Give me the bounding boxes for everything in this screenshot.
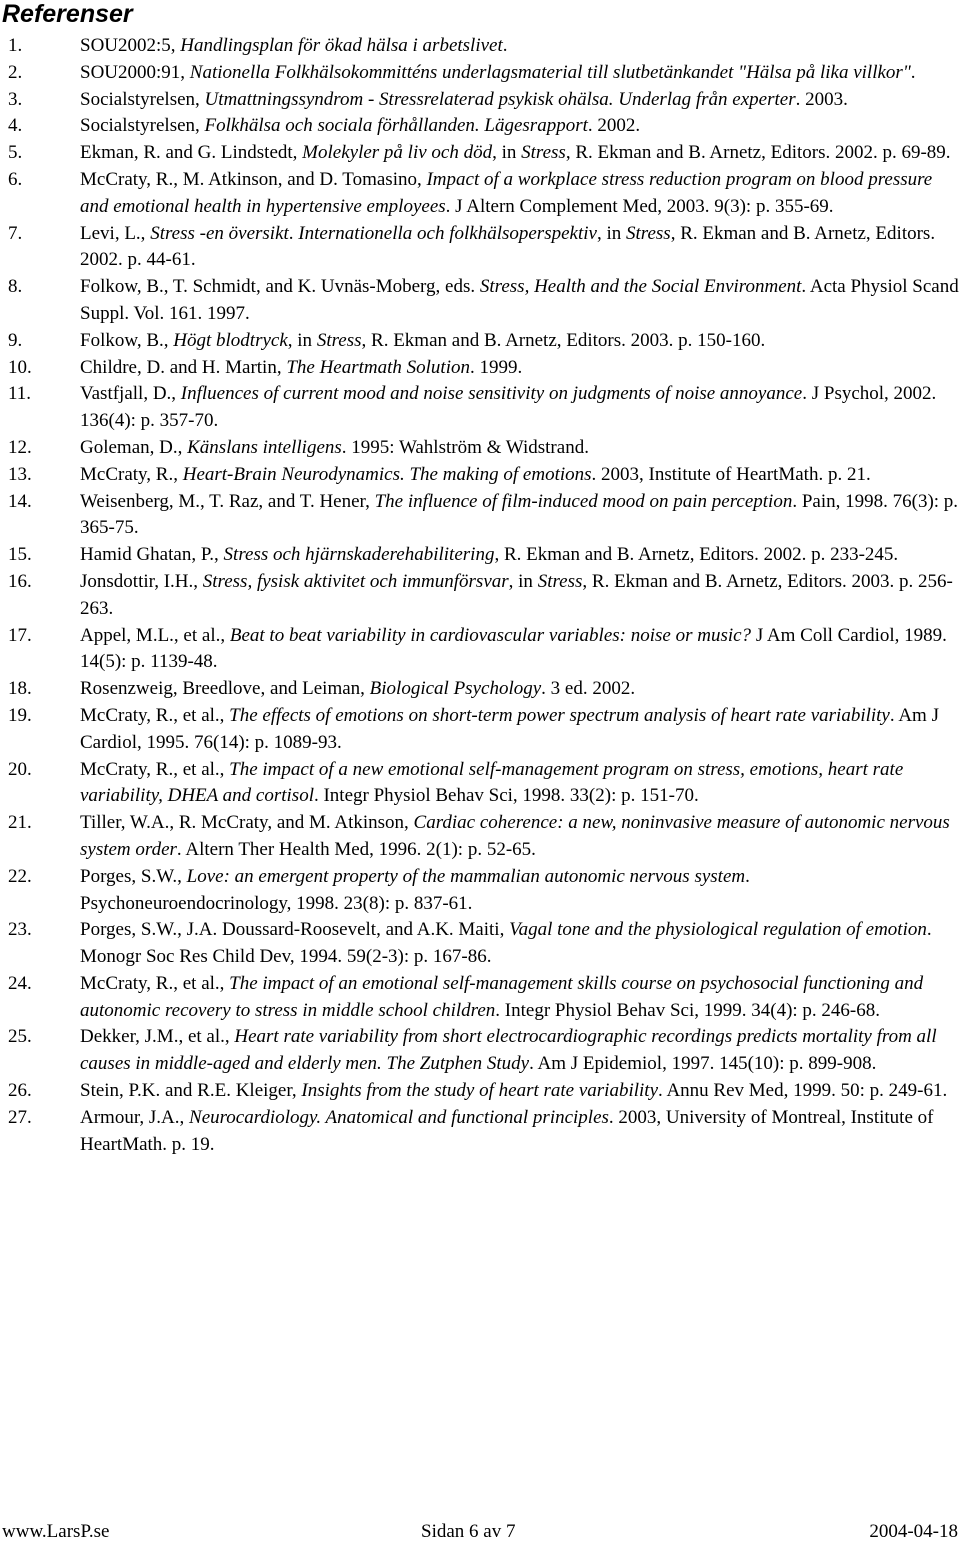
footer-page-number: Sidan 6 av 7: [421, 1521, 516, 1542]
reference-item: [8, 167, 960, 221]
reference-title: Stress: [521, 142, 566, 164]
reference-number: 2.: [8, 61, 23, 83]
reference-title: Neurocardiology. Anatomical and functional principles: [189, 1106, 609, 1128]
reference-number: 16.: [8, 570, 32, 592]
reference-number: 17.: [8, 624, 32, 646]
reference-item: [8, 1024, 960, 1078]
reference-segment: . Am J Epidemiol, 1997. 145(10): p. 899-908.: [529, 1053, 877, 1075]
reference-segment: McCraty, R., et al.,: [80, 758, 230, 780]
reference-title: The impact of an emotional self-management skills course on psychosocial functioning and autonomic recovery to stress in middle school children: [80, 972, 924, 1021]
reference-item: [8, 489, 960, 543]
reference-segment: Folkow, B., T. Schmidt, and K. Uvnäs-Moberg, eds.: [80, 276, 480, 298]
reference-segment: Folkow, B.,: [80, 329, 174, 351]
reference-text: [80, 140, 960, 167]
reference-text: [80, 569, 960, 623]
reference-number: 9.: [8, 329, 23, 351]
reference-segment: McCraty, R., et al.,: [80, 972, 230, 994]
reference-segment: Dekker, J.M., et al.,: [80, 1026, 235, 1048]
reference-item: [8, 140, 960, 167]
reference-segment: , in: [287, 329, 317, 351]
reference-title: Heart rate variability from short electrocardiographic recordings predicts mortality from all causes in middle-aged and elderly men. The Zutphen Study: [80, 1026, 937, 1075]
reference-title: Handlingsplan för ökad hälsa i arbetslivet: [180, 35, 503, 56]
reference-segment: .: [502, 35, 508, 56]
reference-title: Influences of current mood and noise sensitivity on judgments of noise annoyance: [180, 383, 803, 405]
reference-segment: McCraty, R.,: [80, 463, 183, 485]
reference-title: Stress: [537, 570, 583, 592]
reference-segment: . 2003, Institute of HeartMath. p. 21.: [591, 463, 871, 485]
reference-title: Stress, Health and the Social Environment: [479, 276, 802, 298]
footer-website: www.LarsP.se: [2, 1521, 110, 1542]
reference-number: 24.: [8, 972, 32, 994]
reference-item: [8, 810, 960, 864]
reference-segment: , R. Ekman and B. Arnetz, Editors. 2003. p. 256-263.: [80, 570, 953, 619]
reference-item: [8, 623, 960, 677]
reference-item: [8, 917, 960, 971]
reference-segment: . 1995: Wahlström & Widstrand.: [341, 436, 589, 458]
reference-text: [80, 33, 960, 60]
reference-item: [8, 221, 960, 275]
reference-number: 15.: [8, 544, 32, 566]
reference-text: [80, 87, 960, 114]
reference-text: [80, 757, 960, 811]
page-heading: Referenser: [2, 0, 133, 28]
reference-segment: . Pain, 1998. 76(3): p. 365-75.: [80, 490, 959, 539]
reference-number: 7.: [8, 222, 23, 244]
reference-segment: Socialstyrelsen,: [80, 88, 205, 110]
reference-segment: . Psychoneuroendocrinology, 1998. 23(8): p. 837-61.: [80, 865, 750, 914]
reference-number: 3.: [8, 88, 23, 110]
reference-number: 22.: [8, 865, 32, 887]
reference-item: [8, 757, 960, 811]
reference-segment: SOU2002:5,: [80, 35, 181, 56]
reference-segment: Appel, M.L., et al.,: [80, 624, 230, 646]
reference-text: [80, 274, 960, 328]
reference-text: [80, 971, 960, 1025]
reference-segment: Jonsdottir, I.H.,: [80, 570, 203, 592]
reference-text: [80, 462, 960, 489]
reference-number: 12.: [8, 436, 32, 458]
reference-number: 26.: [8, 1080, 32, 1102]
reference-title: Biological Psychology: [369, 678, 542, 700]
reference-number: 25.: [8, 1026, 32, 1048]
reference-text: [80, 381, 960, 435]
reference-title: Molekyler på liv och död: [302, 142, 493, 164]
reference-segment: Tiller, W.A., R. McCraty, and M. Atkinson,: [80, 812, 414, 834]
reference-segment: .: [288, 222, 299, 244]
reference-title: Cardiac coherence: a new, noninvasive measure of autonomic nervous system order: [80, 812, 950, 860]
reference-text: [80, 623, 960, 677]
reference-title: Vagal tone and the physiological regulation of emotion: [509, 919, 927, 941]
reference-segment: . Integr Physiol Behav Sci, 1998. 33(2): p. 151-70.: [313, 785, 699, 807]
reference-title: Stress: [316, 329, 362, 351]
reference-number: 10.: [8, 356, 32, 378]
reference-title: Love: an emergent property of the mammalian autonomic nervous system: [186, 865, 746, 887]
reference-segment: Vastfjall, D.,: [80, 383, 181, 405]
reference-text: [80, 864, 960, 918]
reference-number: 11.: [8, 383, 32, 405]
reference-segment: . 1999.: [470, 356, 523, 378]
reference-item: [8, 864, 960, 918]
reference-number: 18.: [8, 678, 32, 700]
reference-text: [80, 676, 960, 703]
reference-segment: , in: [596, 222, 626, 244]
reference-segment: McCraty, R., et al.,: [80, 704, 230, 726]
reference-segment: Socialstyrelsen,: [80, 115, 205, 137]
reference-title: Högt blodtryck: [173, 329, 288, 351]
reference-item: [8, 971, 960, 1025]
reference-text: [80, 328, 960, 355]
reference-segment: Armour, J.A.,: [80, 1106, 190, 1128]
reference-text: [80, 703, 960, 757]
reference-item: [8, 113, 960, 140]
reference-title: Känslans intelligens: [187, 436, 342, 458]
reference-segment: . 2002.: [587, 115, 641, 137]
reference-segment: Levi, L.,: [80, 222, 151, 244]
reference-number: 1.: [8, 35, 23, 56]
reference-segment: . Integr Physiol Behav Sci, 1999. 34(4): p. 246-68.: [495, 999, 881, 1021]
reference-segment: . J Altern Complement Med, 2003. 9(3): p. 355-69.: [445, 195, 834, 217]
reference-number: 13.: [8, 463, 32, 485]
reference-segment: . Annu Rev Med, 1999. 50: p. 249-61.: [658, 1080, 948, 1102]
reference-title: Impact of a workplace stress reduction program on blood pressure and emotional health in hypertensive employees: [80, 168, 933, 217]
reference-text: [80, 60, 960, 87]
reference-number: 19.: [8, 704, 32, 726]
reference-segment: , R. Ekman and B. Arnetz, Editors. 2002. p. 233-245.: [494, 544, 899, 566]
reference-segment: Weisenberg, M., T. Raz, and T. Hener,: [80, 490, 375, 512]
reference-number: 27.: [8, 1106, 32, 1128]
reference-title: Stress -en översikt: [150, 222, 289, 244]
reference-item: [8, 60, 960, 87]
reference-number: 14.: [8, 490, 32, 512]
reference-number: 20.: [8, 758, 32, 780]
reference-number: 8.: [8, 276, 23, 298]
reference-text: [80, 917, 960, 971]
reference-segment: Rosenzweig, Breedlove, and Leiman,: [80, 678, 370, 700]
reference-item: [8, 1105, 960, 1159]
reference-number: 5.: [8, 142, 23, 164]
reference-item: [8, 381, 960, 435]
reference-segment: Ekman, R. and G. Lindstedt,: [80, 142, 303, 164]
reference-list: [8, 33, 960, 1158]
reference-text: [80, 1024, 960, 1078]
reference-title: Utmattningssyndrom - Stressrelaterad psykisk ohälsa. Underlag från experter: [204, 88, 796, 110]
reference-segment: .: [910, 61, 916, 83]
reference-title: Internationella och folkhälsoperspektiv: [298, 222, 597, 244]
reference-item: [8, 33, 960, 60]
reference-segment: Stein, P.K. and R.E. Kleiger,: [80, 1080, 302, 1102]
reference-title: Insights from the study of heart rate variability: [301, 1080, 658, 1102]
reference-segment: . 2003, University of Montreal, Institute of HeartMath. p. 19.: [80, 1106, 934, 1155]
reference-text: [80, 113, 960, 140]
reference-number: 4.: [8, 115, 23, 137]
reference-item: [8, 569, 960, 623]
reference-title: The impact of a new emotional self-management program on stress, emotions, heart rate variability, DHEA and cortisol: [80, 758, 904, 807]
reference-item: [8, 435, 960, 462]
reference-text: [80, 542, 960, 569]
reference-segment: Childre, D. and H. Martin,: [80, 356, 287, 378]
reference-item: [8, 328, 960, 355]
reference-title: Stress: [625, 222, 671, 244]
reference-item: [8, 462, 960, 489]
reference-segment: Porges, S.W.,: [80, 865, 187, 887]
reference-text: [80, 435, 960, 462]
reference-segment: . 3 ed. 2002.: [541, 678, 636, 700]
reference-segment: , R. Ekman and B. Arnetz, Editors. 2002. p. 44-61.: [80, 222, 936, 271]
page-footer: [0, 1520, 960, 1544]
reference-item: [8, 274, 960, 328]
reference-text: [80, 489, 960, 543]
reference-item: [8, 542, 960, 569]
reference-segment: . Altern Ther Health Med, 1996. 2(1): p. 52-65.: [176, 838, 536, 860]
reference-segment: McCraty, R., M. Atkinson, and D. Tomasino,: [80, 168, 427, 190]
reference-segment: , R. Ekman and B. Arnetz, Editors. 2002. p. 69-89.: [565, 142, 951, 164]
reference-item: [8, 87, 960, 114]
reference-text: [80, 355, 960, 382]
reference-title: Beat to beat variability in cardiovascular variables: noise or music?: [229, 624, 752, 646]
reference-number: 6.: [8, 168, 23, 190]
reference-number: 21.: [8, 812, 32, 834]
reference-segment: , R. Ekman and B. Arnetz, Editors. 2003. p. 150-160.: [361, 329, 766, 351]
reference-segment: . Monogr Soc Res Child Dev, 1994. 59(2-3): p. 167-86.: [80, 919, 932, 968]
reference-title: The Heartmath Solution: [286, 356, 470, 378]
reference-title: Nationella Folkhälsokommitténs underlagsmaterial till slutbetänkandet "Hälsa på lika villkor": [189, 61, 911, 83]
reference-text: [80, 1078, 960, 1105]
reference-item: [8, 676, 960, 703]
reference-item: [8, 1078, 960, 1105]
reference-text: [80, 167, 960, 221]
reference-title: The influence of film-induced mood on pain perception: [374, 490, 793, 512]
reference-segment: Porges, S.W., J.A. Doussard-Roosevelt, and A.K. Maiti,: [80, 919, 510, 941]
reference-number: 23.: [8, 919, 32, 941]
footer-date: 2004-04-18: [869, 1521, 958, 1542]
reference-title: The effects of emotions on short-term power spectrum analysis of heart rate variability: [229, 704, 890, 726]
reference-segment: . Am J Cardiol, 1995. 76(14): p. 1089-93.: [80, 704, 939, 753]
reference-segment: SOU2000:91,: [80, 61, 190, 83]
reference-title: Folkhälsa och sociala förhållanden. Lägesrapport: [204, 115, 588, 137]
reference-segment: . J Psychol, 2002. 136(4): p. 357-70.: [80, 383, 937, 432]
reference-text: [80, 1105, 960, 1159]
reference-text: [80, 221, 960, 275]
reference-text: [80, 810, 960, 864]
reference-segment: J Am Coll Cardiol, 1989. 14(5): p. 1139-48.: [80, 624, 947, 673]
reference-segment: Goleman, D.,: [80, 436, 188, 458]
reference-item: [8, 355, 960, 382]
reference-title: Stress och hjärnskaderehabilitering: [223, 544, 495, 566]
reference-title: Heart-Brain Neurodynamics. The making of emotions: [182, 463, 592, 485]
reference-segment: Hamid Ghatan, P.,: [80, 544, 224, 566]
reference-title: Stress, fysisk aktivitet och immunförsvar: [202, 570, 509, 592]
reference-segment: , in: [492, 142, 522, 164]
reference-segment: . 2003.: [795, 88, 848, 110]
reference-item: [8, 703, 960, 757]
reference-segment: . Acta Physiol Scand Suppl. Vol. 161. 1997.: [80, 276, 959, 324]
reference-segment: , in: [508, 570, 538, 592]
